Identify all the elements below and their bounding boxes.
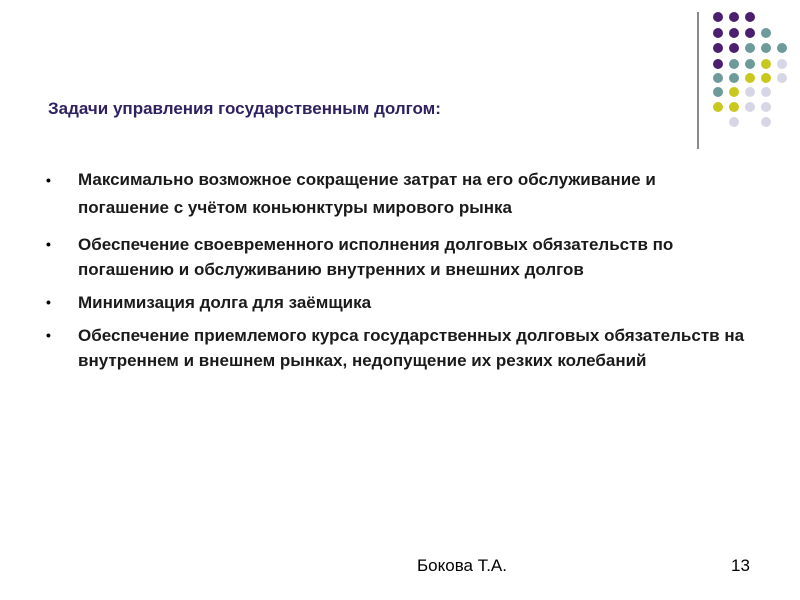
decorative-dot [745, 28, 755, 38]
bullet-marker: • [46, 172, 51, 188]
decorative-dot [729, 59, 739, 69]
slide-title: Задачи управления государственным долгом: [48, 99, 441, 118]
bullet-list [46, 168, 746, 373]
decorative-dot [745, 12, 755, 22]
decorative-dot [745, 87, 755, 97]
bullet-text: Минимизация долга для заёмщика [78, 293, 372, 312]
decorative-dot [777, 59, 787, 69]
decorative-dot [761, 43, 771, 53]
bullet-marker: • [46, 236, 51, 252]
decorative-dot [745, 43, 755, 53]
bullet-text: Максимально возможное сокращение затрат на его обслуживание и погашение с учётом коньюнктуры мирового рынка [78, 170, 656, 217]
decorative-dot [745, 59, 755, 69]
footer-author: Бокова Т.А. [417, 556, 507, 575]
decorative-dot [729, 117, 739, 127]
bullet-item [46, 166, 746, 222]
decorative-dot [713, 28, 723, 38]
decorative-dot [713, 43, 723, 53]
bullet-marker: • [46, 294, 51, 310]
bullet-item [46, 323, 746, 373]
decorative-dot [729, 73, 739, 83]
decorative-dot [777, 43, 787, 53]
decorative-dot [761, 87, 771, 97]
bullet-item [46, 290, 746, 315]
decorative-dot [745, 102, 755, 112]
bullet-text: Обеспечение своевременного исполнения долговых обязательств по погашению и обслуживанию внутренних и внешних долгов [78, 235, 674, 279]
decorative-dot [761, 117, 771, 127]
decorative-dot [777, 73, 787, 83]
bullet-item [46, 232, 746, 282]
decorative-dot [713, 73, 723, 83]
decorative-dot [713, 87, 723, 97]
bullet-text: Обеспечение приемлемого курса государственных долговых обязательств на внутреннем и внешнем рынках, недопущение их резких колебаний [78, 326, 745, 370]
decorative-dot [761, 28, 771, 38]
decorative-dot [729, 12, 739, 22]
decorative-dot [761, 102, 771, 112]
vertical-divider [697, 12, 699, 149]
decorative-dot [761, 73, 771, 83]
decorative-dot [713, 102, 723, 112]
decorative-dot [729, 102, 739, 112]
bullet-marker: • [46, 327, 51, 343]
decorative-dot [713, 59, 723, 69]
page-number: 13 [731, 556, 750, 575]
decorative-dot [729, 43, 739, 53]
decorative-dot [745, 73, 755, 83]
decorative-dot [729, 87, 739, 97]
decorative-dot [761, 59, 771, 69]
decorative-dot [729, 28, 739, 38]
decorative-dot [713, 12, 723, 22]
